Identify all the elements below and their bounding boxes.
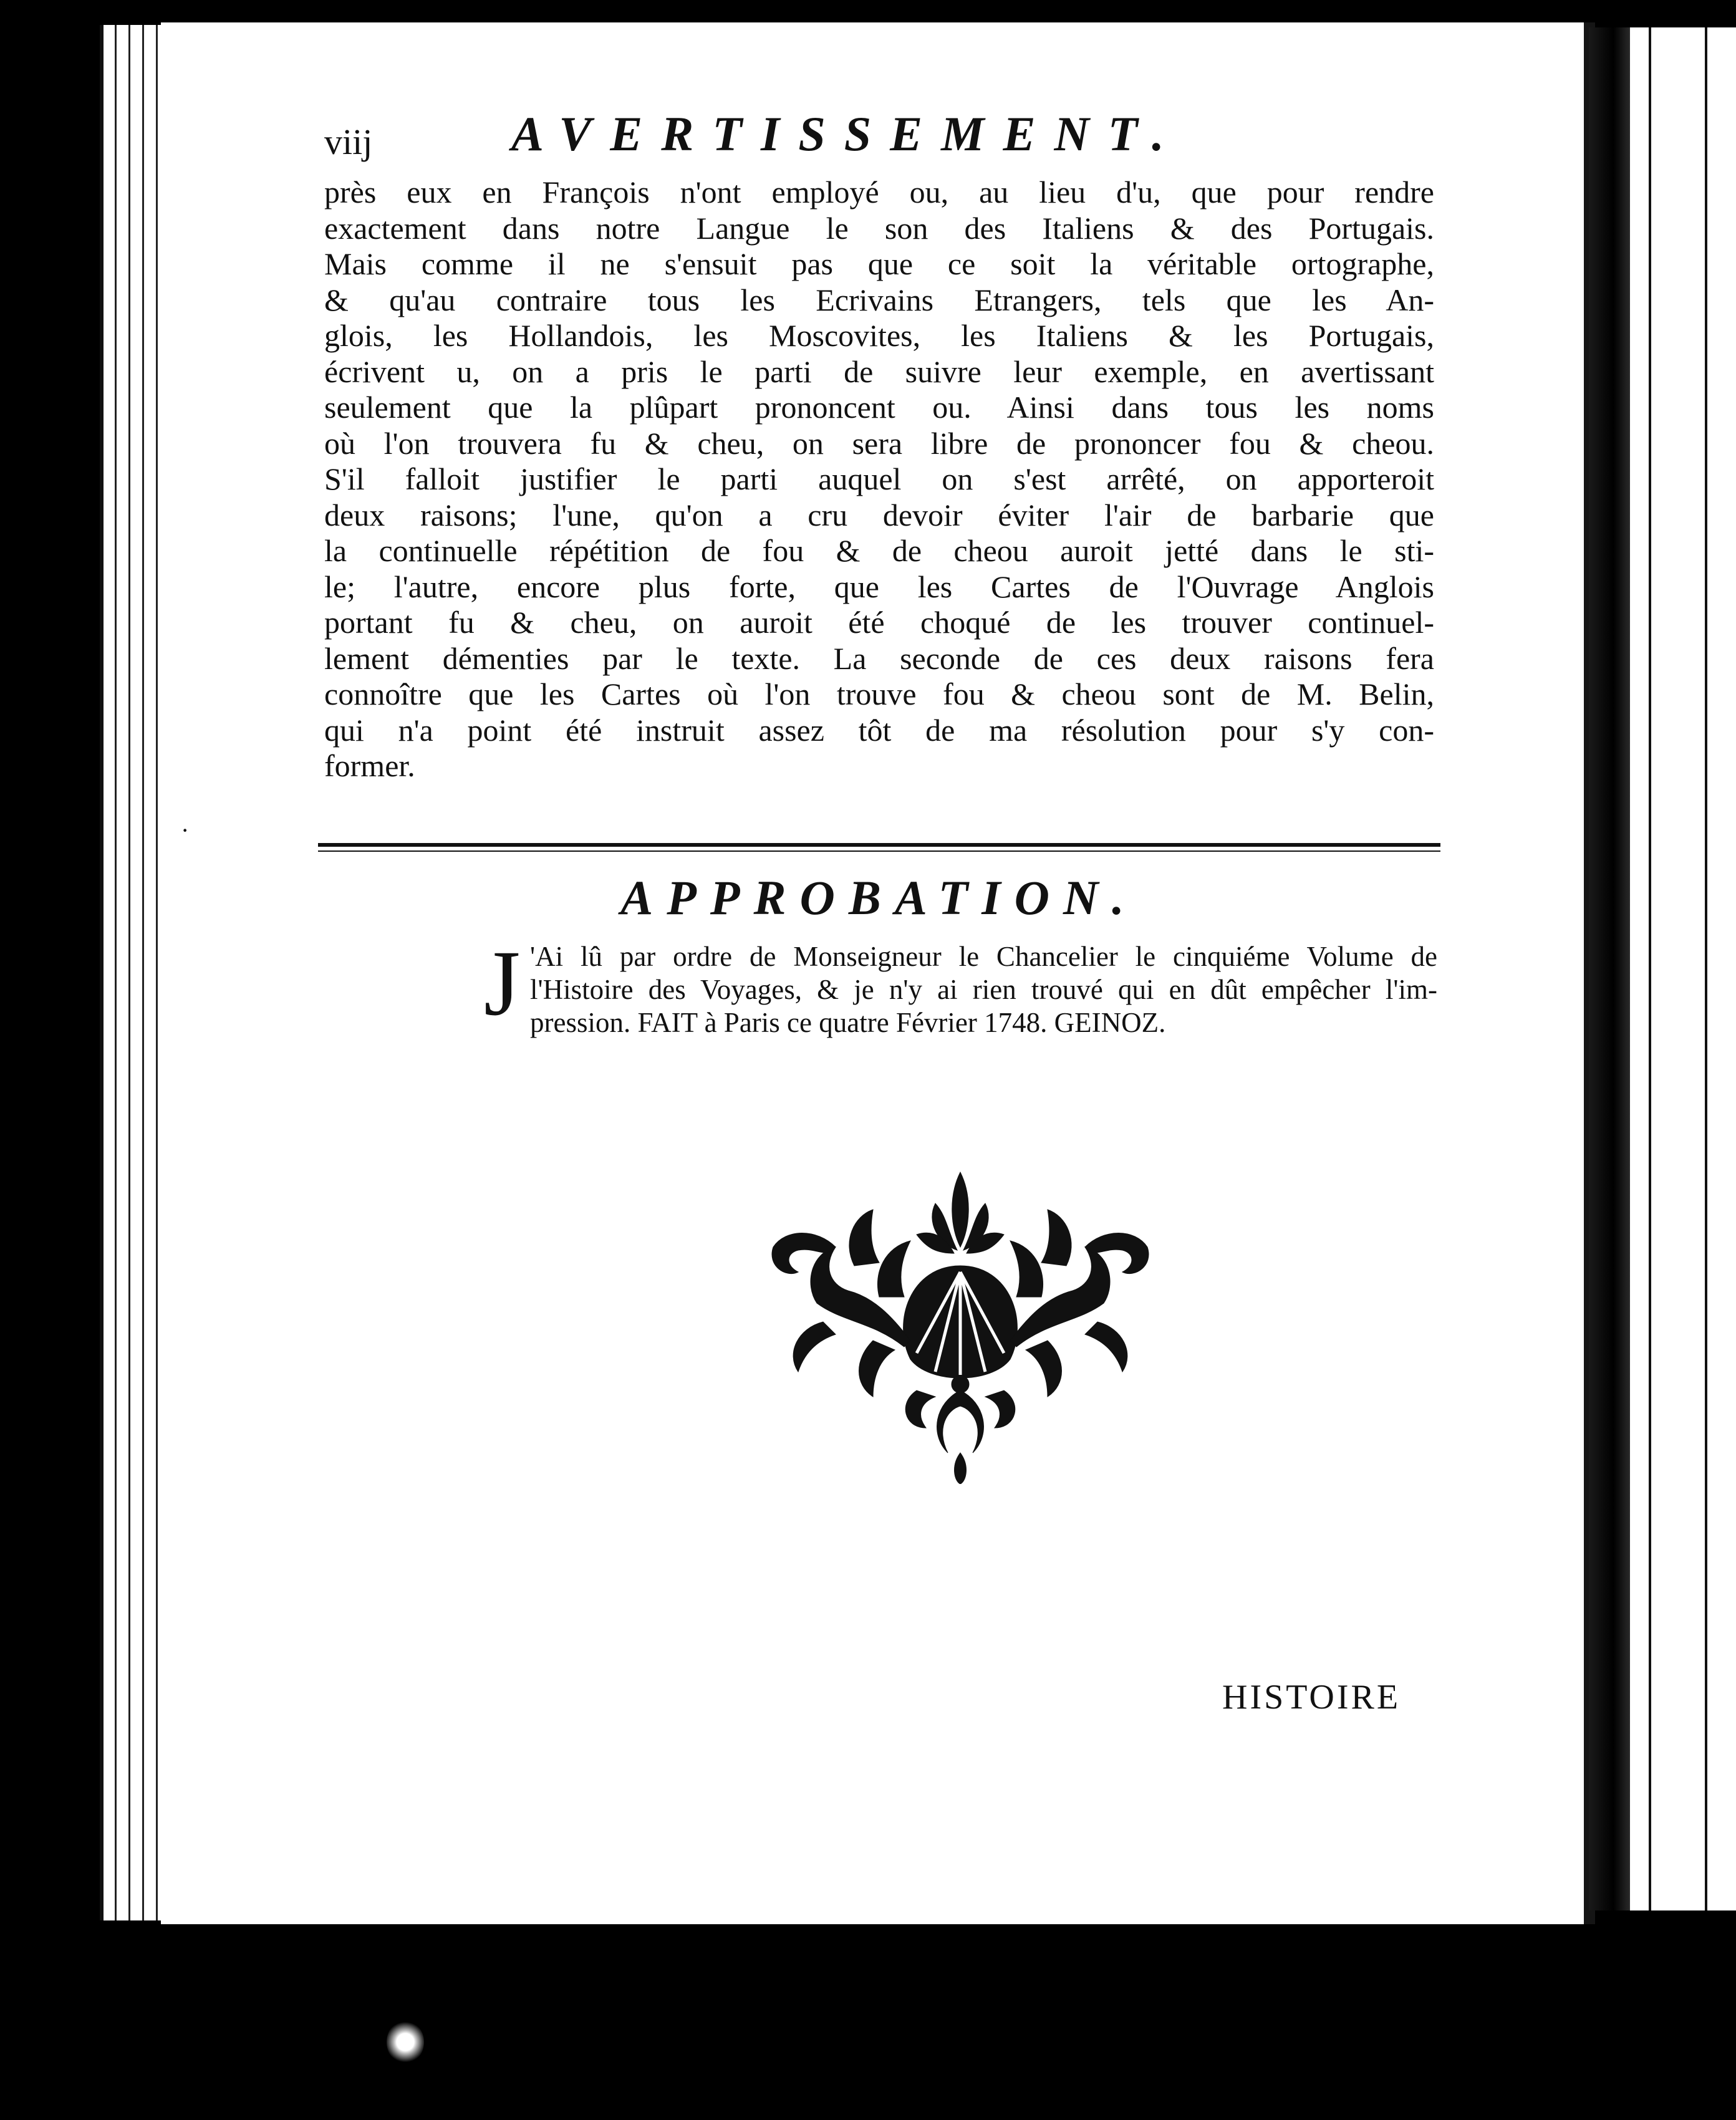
page-edge-line	[156, 25, 158, 1920]
page-edges	[100, 25, 166, 1920]
page-edge-line	[115, 25, 117, 1920]
text-line: former.	[324, 748, 415, 783]
text-line: exactement dans notre Langue le son des Italiens & des Portugais.	[324, 210, 1434, 246]
book-gutter	[1589, 27, 1630, 1910]
approbation-line: 'Ai lû par ordre de Monseigneur le Chancelier le cinquiéme Volume de	[530, 941, 1437, 972]
text-line: où l'on trouvera fu & cheu, on sera libre de prononcer fou & cheou.	[324, 425, 1434, 461]
text-line: portant fu & cheu, on auroit été choqué de les trouver continuel-	[324, 605, 1434, 640]
drop-cap: J	[484, 932, 521, 1035]
approbation-title: APPROBATION.	[620, 870, 1138, 925]
page-edge-line	[128, 25, 130, 1920]
text-line: qui n'a point été instruit assez tôt de ma résolution pour s'y con-	[324, 712, 1434, 748]
approbation-line: pression. FAIT à Paris ce quatre Février 1748. GEINOZ.	[530, 1007, 1166, 1038]
floral-shell-vignette-icon	[748, 1160, 1172, 1484]
catchword: HISTOIRE	[1222, 1678, 1401, 1717]
avertissement-text	[324, 175, 1434, 784]
text-line: écrivent u, on a pris le parti de suivre leur exemple, en avertissant	[324, 354, 1434, 389]
page-edge-line	[1705, 27, 1707, 1910]
approbation-line: l'Histoire des Voyages, & je n'y ai rien trouvé qui en dût empêcher l'im-	[530, 974, 1437, 1005]
margin-mark: ·	[181, 816, 190, 844]
text-line: le; l'autre, encore plus forte, que les Cartes de l'Ouvrage Anglois	[324, 569, 1434, 604]
text-line: & qu'au contraire tous les Ecrivains Etrangers, tels que les An-	[324, 282, 1434, 317]
text-line: la continuelle répétition de fou & de cheou auroit jetté dans le sti-	[324, 533, 1434, 568]
approbation-text	[486, 940, 1437, 1039]
page-content	[324, 106, 1434, 784]
page-edge-line	[1649, 27, 1651, 1910]
facing-page-edge	[1630, 27, 1736, 1910]
text-line: connoître que les Cartes où l'on trouve fou & cheou sont de M. Belin,	[324, 677, 1434, 711]
page-edge-line	[142, 25, 144, 1920]
text-line: près eux en François n'ont employé ou, au lieu d'u, que pour rendre	[324, 175, 1434, 210]
text-line: deux raisons; l'une, qu'on a cru devoir éviter l'air de barbarie que	[324, 497, 1434, 532]
text-line: lement démenties par le texte. La seconde de ces deux raisons fera	[324, 640, 1434, 676]
running-title: AVERTISSEMENT.	[511, 107, 1183, 161]
text-line: S'il falloit justifier le parti auquel on s'est arrêté, on apporteroit	[324, 461, 1434, 496]
section-rule	[318, 843, 1440, 852]
text-line: Mais comme il ne s'ensuit pas que ce soit la véritable ortographe,	[324, 246, 1434, 281]
running-head	[324, 106, 1434, 175]
text-line: glois, les Hollandois, les Moscovites, les Italiens & les Portugais,	[324, 318, 1434, 353]
text-line: seulement que la plûpart prononcent ou. Ainsi dans tous les noms	[324, 390, 1434, 425]
scan-smudge	[387, 2020, 424, 2064]
page-number: viij	[324, 122, 373, 162]
